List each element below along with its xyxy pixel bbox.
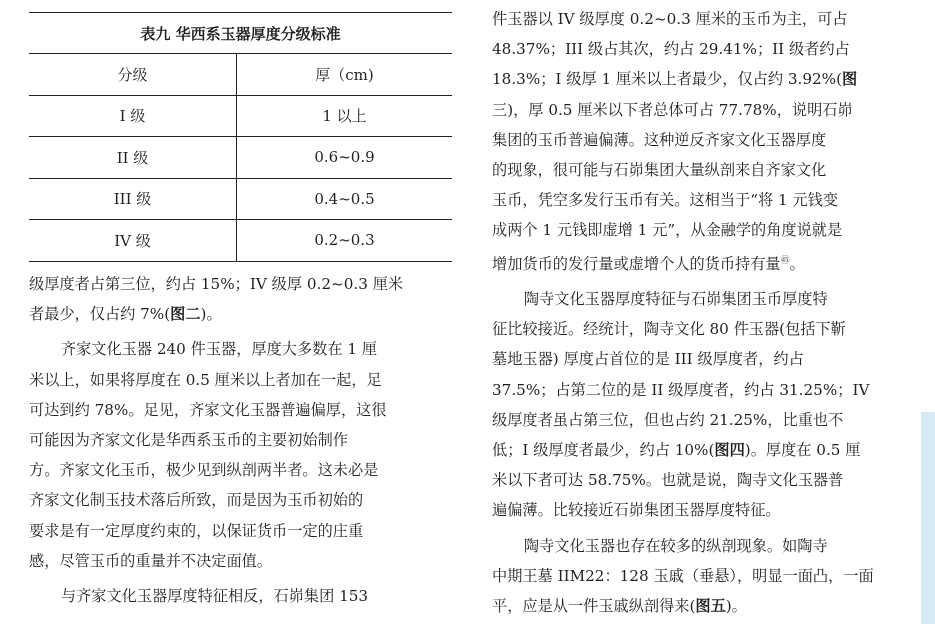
text-line: 平，应是从一件玉戚纵剖得来(图五)。 [492, 596, 747, 615]
text-line: 成两个 1 元钱即虚增 1 元”，从金融学的角度说就是 [492, 221, 843, 240]
table-cell-thickness: 0.2~0.3 [237, 220, 453, 262]
left-text-column [29, 269, 452, 611]
text-line: 遍偏薄。比较接近石峁集团玉器厚度特征。 [492, 501, 781, 520]
text-line: 米以上，如果将厚度在 0.5 厘米以上者加在一起，足 [29, 370, 382, 389]
text-line: 齐家文化玉器 240 件玉器，厚度大多数在 1 厘 [60, 340, 378, 359]
page-edge-accent [921, 412, 935, 624]
figure-reference: 图五 [695, 596, 726, 615]
text-line: 37.5%；占第二位的是 II 级厚度者，约占 31.25%；IV [492, 380, 870, 399]
text-line: 要求是有一定厚度约束的，以保证货币一定的庄重 [29, 521, 364, 540]
table-cell-thickness: 0.6~0.9 [237, 137, 453, 179]
text-line: 与齐家文化玉器厚度特征相反，石峁集团 153 [60, 587, 369, 606]
figure-reference: 图四 [714, 440, 745, 459]
thickness-grading-table [29, 12, 452, 262]
text-line: 件玉器以 IV 级厚度 0.2~0.3 厘米的玉币为主，可占 [492, 10, 848, 28]
text-line: 感，尽管玉币的重量并不决定面值。 [29, 551, 272, 570]
text-line: 增加货币的发行量或虚增个人的货币持有量$^㊺$。 [492, 254, 805, 273]
text-line: 的现象，很可能与石峁集团大量纵剖来自齐家文化 [492, 161, 827, 180]
text-line: 18.3%；I 级厚 1 厘米以上者最少，仅占约 3.92%(图 [492, 70, 858, 89]
table-cell-thickness: 1 以上 [237, 95, 453, 137]
footnote-marker: ㊺ [780, 255, 790, 266]
text-line: 集团的玉币普遍偏薄。这种逆反齐家文化玉器厚度 [492, 130, 827, 149]
text-line: 齐家文化制玉技术落后所致，而是因为玉币初始的 [29, 491, 364, 510]
text-line: 可能因为齐家文化是华西系玉币的主要初始制作 [29, 431, 348, 450]
table-cell-grade: I 级 [29, 95, 237, 137]
text-line: 陶寺文化玉器也存在较多的纵剖现象。如陶寺 [523, 536, 828, 555]
text-line: 级厚度者占第三位，约占 15%；IV 级厚 0.2~0.3 厘米 [29, 275, 404, 293]
figure-reference: 图 [842, 70, 858, 89]
text-line: 方。齐家文化玉币，极少见到纵剖两半者。这未必是 [29, 461, 379, 480]
table-cell-grade: IV 级 [29, 220, 237, 262]
table-cell-thickness: 0.4~0.5 [237, 178, 453, 220]
text-line: 者最少，仅占约 7%(图二)。 [29, 305, 222, 324]
text-line: 墓地玉器) 厚度占首位的是 III 级厚度者，约占 [492, 350, 804, 369]
table-cell-grade: III 级 [29, 178, 237, 220]
text-line: 米以下者可达 58.75%。也就是说，陶寺文化玉器普 [492, 471, 844, 490]
table-header-thickness: 厚（cm) [237, 54, 453, 96]
text-line: 陶寺文化玉器厚度特征与石峁集团玉币厚度特 [523, 289, 828, 308]
table-cell-grade: II 级 [29, 137, 237, 179]
text-line: 征比较接近。经统计，陶寺文化 80 件玉器(包括下靳 [492, 320, 846, 339]
table-header-grade: 分级 [29, 54, 237, 96]
text-line: 48.37%；III 级占其次，约占 29.41%；II 级者约占 [492, 40, 850, 59]
figure-reference: 图二 [170, 305, 201, 324]
text-line: 可达到约 78%。足见，齐家文化玉器普遍偏厚，这很 [29, 400, 387, 419]
text-line: 玉币，凭空多发行玉币有关。这相当于“将 1 元钱变 [492, 191, 839, 210]
table-caption: 表九 华西系玉器厚度分级标准 [29, 13, 452, 54]
text-line: 中期王墓 IIM22：128 玉戚（垂悬），明显一面凸，一面 [492, 566, 874, 585]
right-text-column [492, 4, 915, 621]
text-line: 三)，厚 0.5 厘米以下者总体可占 77.78%，说明石峁 [492, 100, 853, 119]
text-line: 级厚度者虽占第三位，但也占约 21.25%，比重也不 [492, 410, 844, 429]
text-line: 低；I 级厚度者最少，约占 10%(图四)。厚度在 0.5 厘 [492, 440, 861, 459]
